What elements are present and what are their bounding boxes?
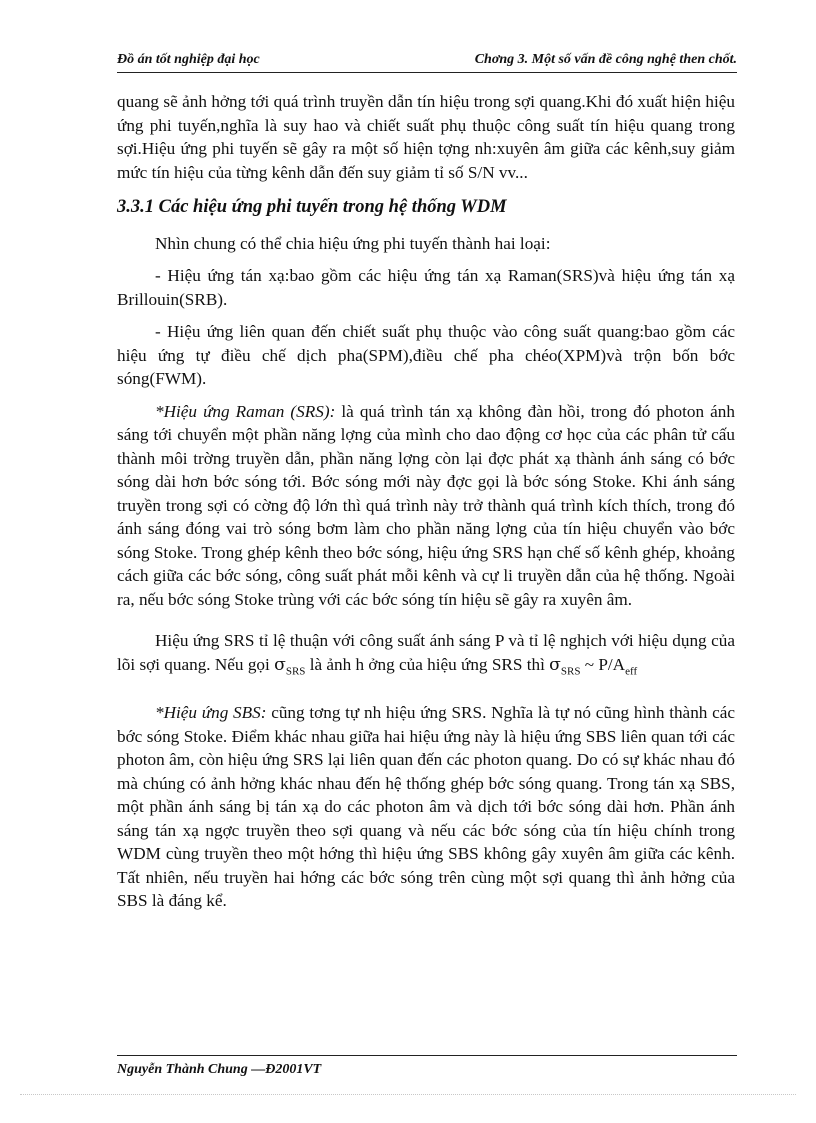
eff-subscript: eff — [625, 664, 638, 677]
sbs-text: cũng tơng tự nh hiệu ứng SRS. Nghĩa là tự nó cũng hình thành các bớc sóng Stoke. Điểm khác nhau giữa hai hiệu ứng này là hiệu ứng SBS liên quan tới các photon âm, còn hiệu ứng SRS lại liên quan đến các photon quang. Do có sự khác nhau đó mà chúng có ảnh hởng khác nhau đến hệ thống ghép bớc sóng quang. Trong tán xạ SBS, một phần ánh sáng bị tán xạ do các photon âm và dịch tới bớc sóng dài hơn. Phần ánh sáng tán xạ ngợc truyền theo sợi quang và nếu các bớc sóng của tín hiệu chính trong WDM cùng truyền theo một hớng thì hiệu ứng SBS không gây xuyên âm giữa các kênh. Tất nhiên, nếu truyền hai hớng các bớc sóng trên cùng một sợi quang thì ảnh hởng của SBS là đáng kể. — [117, 703, 736, 911]
paragraph-sbs — [117, 701, 735, 913]
paragraph-overview: Nhìn chung có thể chia hiệu ứng phi tuyến thành hai loại: — [155, 233, 551, 253]
sigma-symbol-2: σ — [549, 654, 561, 675]
raman-label: *Hiệu ứng Raman (SRS): — [155, 401, 336, 421]
formula-text-c: ~ P/A — [580, 654, 626, 674]
srs-subscript-2: SRS — [560, 664, 581, 677]
page-footer — [117, 1055, 737, 1078]
header-document-title: Đồ án tốt nghiệp đại học — [117, 52, 260, 67]
paragraph-raman — [117, 400, 735, 612]
paragraph-scattering-effects: - Hiệu ứng tán xạ:bao gồm các hiệu ứng tán xạ Raman(SRS)và hiệu ứng tán xạ Brillouin(SRB). — [117, 266, 735, 309]
paragraph-refractive-effects: - Hiệu ứng liên quan đến chiết suất phụ thuộc vào công suất quang:bao gồm các hiệu ứng tự điều chế dịch pha(SPM),điều chế pha chéo(XPM)và trộn bốn bớc sóng(FWM). — [117, 322, 735, 388]
sigma-symbol: σ — [274, 654, 286, 675]
footer-author: Nguyễn Thành Chung —Đ2001VT — [117, 1062, 322, 1077]
sbs-label: *Hiệu ứng SBS: — [155, 703, 267, 723]
document-body — [117, 90, 735, 913]
paragraph-srs-formula — [117, 629, 735, 683]
srs-subscript: SRS — [285, 664, 306, 677]
section-heading: 3.3.1 Các hiệu ứng phi tuyến trong hệ thống WDM — [117, 197, 507, 217]
formula-text-a: Hiệu ứng SRS tỉ lệ thuận với công suất ánh sáng P và tỉ lệ nghịch với hiệu dụng của lõi sợi quang. Nếu gọi — [117, 631, 735, 674]
formula-text-b: là ảnh h ởng của hiệu ứng SRS thì — [305, 654, 550, 674]
header-chapter-title: Chơng 3. Một số vấn đề công nghệ then chốt. — [474, 52, 737, 67]
page-bottom-divider — [20, 1094, 796, 1095]
paragraph-intro: quang sẽ ảnh hởng tới quá trình truyền dẫn tín hiệu trong sợi quang.Khi đó xuất hiện hiệu ứng phi tuyến,nghĩa là suy hao và chiết suất phụ thuộc công suất tín hiệu quang trong sợi.Hiệu ứng phi tuyến sẽ gây ra một số hiện tợng nh:xuyên âm giữa các kênh,suy giảm mức tín hiệu của từng kênh dẫn đến suy giảm tỉ số S/N vv... — [117, 92, 735, 182]
raman-text: là quá trình tán xạ không đàn hồi, trong đó photon ánh sáng tới chuyển một phần năng lợng của mình cho dao động cơ học của các phân tử cấu thành môi trờng truyền dẫn, phần năng lợng còn lại đợc phát xạ thành ánh sáng có bớc sóng dài hơn bớc sóng tới. Bớc sóng mới này đợc gọi là bớc sóng Stoke. Khi ánh sáng truyền trong sợi có cờng độ lớn thì quá trình này trở thành quá trình kích thích, trong đó ánh sáng đóng vai trò sóng bơm làm cho phần năng lợng của tín hiệu chuyển vào bớc sóng Stoke. Trong ghép kênh theo bớc sóng, hiệu ứng SRS hạn chế số kênh ghép, khoảng cách giữa các bớc sóng, công suất phát mỗi kênh và cự li truyền dẫn của hệ thống. Ngoài ra, nếu bớc sóng Stoke trùng với các bớc sóng tín hiệu sẽ gây ra xuyên âm. — [117, 401, 735, 609]
page-header — [117, 50, 737, 73]
